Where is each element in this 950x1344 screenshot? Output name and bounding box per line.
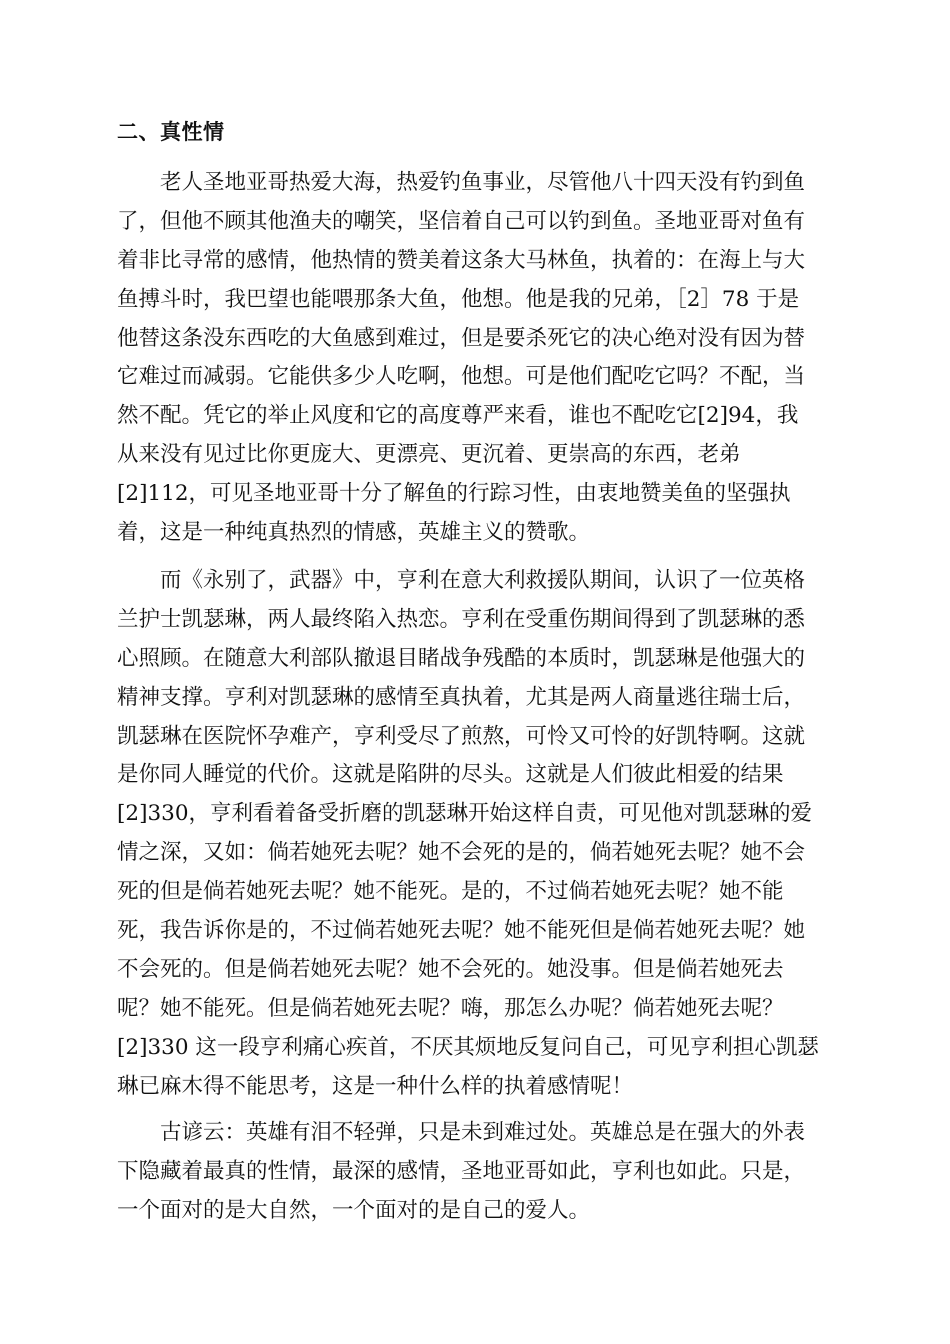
paragraph-line: 着，这是一种纯真热烈的情感，英雄主义的赞歌。 — [117, 520, 591, 546]
paragraph-line: 古谚云：英雄有泪不轻弹，只是未到难过处。英雄总是在强大的外表 — [117, 1120, 806, 1145]
paragraph-line: 老人圣地亚哥热爱大海，热爱钓鱼事业，尽管他八十四天没有钓到鱼 — [117, 170, 806, 195]
paragraph-line: 他替这条没东西吃的大鱼感到难过，但是要杀死它的决心绝对没有因为替 — [117, 325, 806, 351]
paragraph-conclusion — [117, 1114, 839, 1231]
paragraph-line: 琳已麻木得不能思考，这是一种什么样的执着感情呢！ — [117, 1073, 634, 1099]
paragraph-line: [2]330，亨利看着备受折磨的凯瑟琳开始这样自责，可见他对凯瑟琳的爱 — [117, 801, 812, 827]
paragraph-santiago — [117, 164, 839, 553]
paragraph-line: 着非比寻常的感情，他热情的赞美着这条大马林鱼，执着的：在海上与大 — [117, 247, 806, 273]
paragraph-line: 不会死的。但是倘若她死去呢？她不会死的。她没事。但是倘若她死去 — [117, 956, 784, 982]
paragraph-line: 死，我告诉你是的，不过倘若她死去呢？她不能死但是倘若她死去呢？她 — [117, 918, 806, 944]
paragraph-line: [2]112，可见圣地亚哥十分了解鱼的行踪习性，由衷地赞美鱼的坚强执 — [117, 481, 791, 507]
paragraph-line: [2]330 这一段亨利痛心疾首，不厌其烦地反复问自己，可见亨利担心凯瑟 — [117, 1034, 819, 1060]
paragraph-line: 从来没有见过比你更庞大、更漂亮、更沉着、更崇高的东西，老弟 — [117, 442, 741, 468]
paragraph-line: 精神支撑。亨利对凯瑟琳的感情至真执着，尤其是两人商量逃往瑞士后， — [117, 684, 806, 710]
paragraph-line: 心照顾。在随意大利部队撤退目睹战争残酷的本质时，凯瑟琳是他强大的 — [117, 645, 806, 671]
paragraph-line: 是你同人睡觉的代价。这就是陷阱的尽头。这就是人们彼此相爱的结果 — [117, 762, 784, 788]
paragraph-line: 情之深，又如：倘若她死去呢？她不会死的是的，倘若她死去呢？她不会 — [117, 840, 806, 866]
paragraph-line: 然不配。凭它的举止风度和它的高度尊严来看，谁也不配吃它[2]94，我 — [117, 403, 799, 429]
paragraph-line: 了，但他不顾其他渔夫的嘲笑，坚信着自己可以钓到鱼。圣地亚哥对鱼有 — [117, 208, 806, 234]
paragraph-line: 而《永别了，武器》中，亨利在意大利救援队期间，认识了一位英格 — [117, 568, 806, 593]
section-heading: 二、真性情 — [117, 119, 225, 144]
paragraph-line: 死的但是倘若她死去呢？她不能死。是的，不过倘若她死去呢？她不能 — [117, 879, 784, 905]
paragraph-henry — [117, 562, 839, 1106]
paragraph-line: 呢？她不能死。但是倘若她死去呢？嗨，那怎么办呢？倘若她死去呢？ — [117, 995, 784, 1021]
paragraph-line: 兰护士凯瑟琳，两人最终陷入热恋。亨利在受重伤期间得到了凯瑟琳的悉 — [117, 606, 806, 632]
paragraph-line: 它难过而减弱。它能供多少人吃啊，他想。可是他们配吃它吗？不配，当 — [117, 364, 806, 390]
paragraph-line: 凯瑟琳在医院怀孕难产，亨利受尽了煎熬，可怜又可怜的好凯特啊。这就 — [117, 723, 806, 749]
paragraph-line: 下隐藏着最真的性情，最深的感情，圣地亚哥如此，亨利也如此。只是， — [117, 1158, 806, 1184]
paragraph-line: 鱼搏斗时，我巴望也能喂那条大鱼，他想。他是我的兄弟，［2］78 于是 — [117, 286, 800, 312]
paragraph-line: 一个面对的是大自然，一个面对的是自己的爱人。 — [117, 1197, 591, 1223]
